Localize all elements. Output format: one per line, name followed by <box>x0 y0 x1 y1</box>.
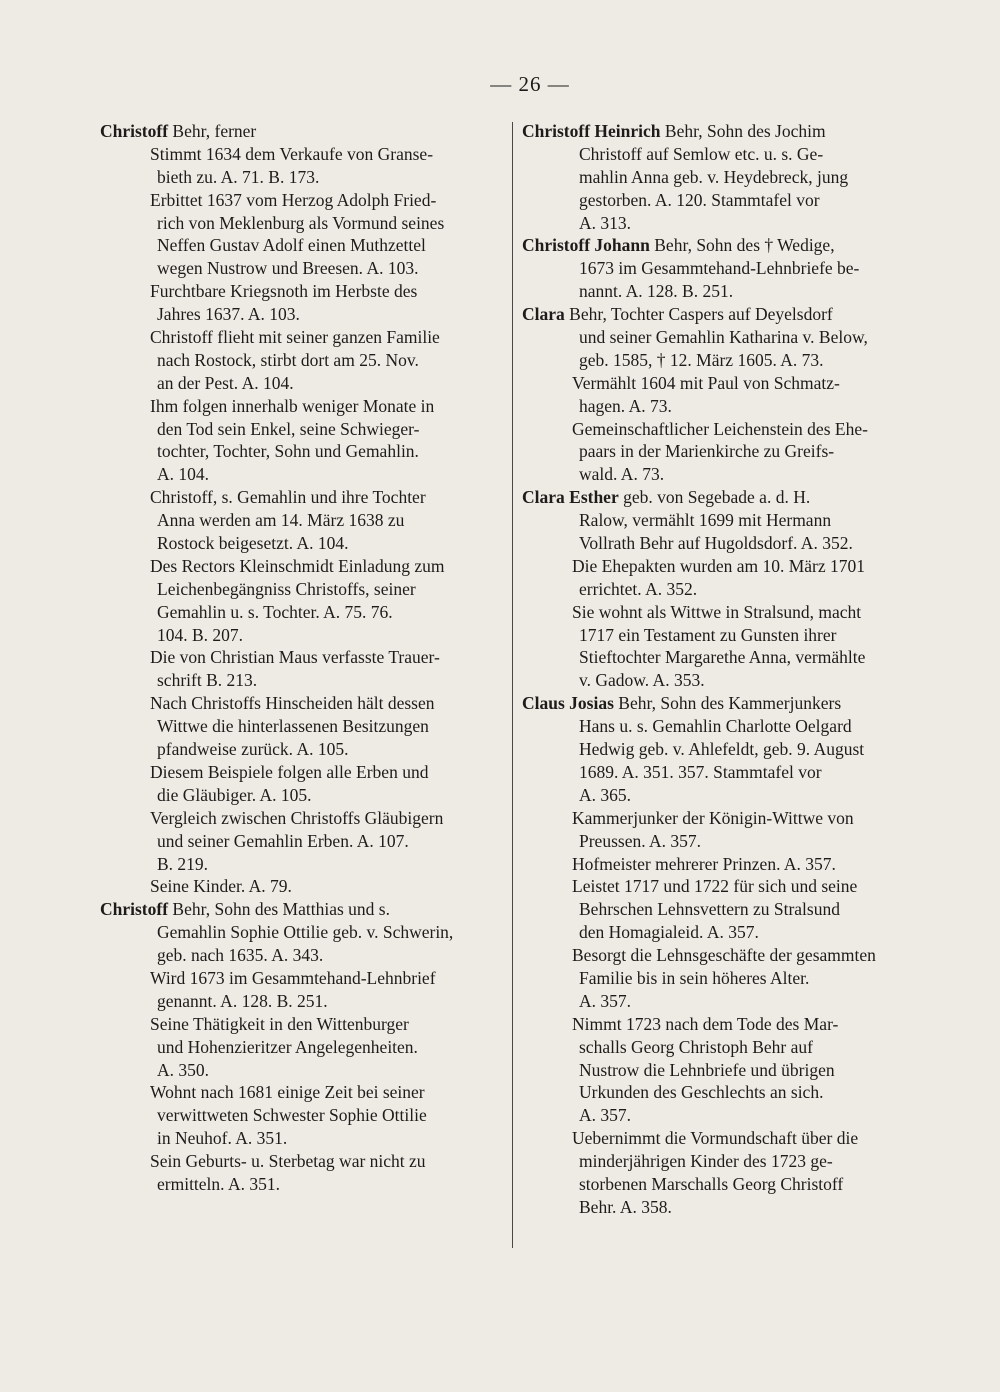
text-line: Die von Christian Maus verfasste Trauer- <box>150 647 440 668</box>
text-line: A. 357. <box>579 990 632 1011</box>
column-divider <box>512 122 513 1248</box>
right-column <box>522 120 942 1219</box>
entry-name: Clara <box>522 304 565 325</box>
text-line: Ihm folgen innerhalb weniger Monate in <box>150 395 435 416</box>
text-line: paars in der Marienkirche zu Greifs- <box>579 441 835 462</box>
text-line: Stieftochter Margarethe Anna, vermählte <box>579 647 866 668</box>
text-line: ermitteln. A. 351. <box>157 1173 280 1194</box>
text-line: mahlin Anna geb. v. Heydebreck, jung <box>579 166 849 187</box>
text-line: A. 350. <box>157 1059 210 1080</box>
text-line: den Homagialeid. A. 357. <box>579 922 759 943</box>
text-line: und seiner Gemahlin Erben. A. 107. <box>157 830 409 851</box>
text-line: pfandweise zurück. A. 105. <box>157 739 349 760</box>
entry-text: Behr, ferner <box>168 121 257 141</box>
text-line: Kammerjunker der Königin-Wittwe von <box>572 807 854 828</box>
text-line: Jahres 1637. A. 103. <box>157 304 300 325</box>
entry-heading-line <box>522 303 942 326</box>
entry-text: Behr, Sohn des Kammerjunkers <box>613 693 842 714</box>
text-line: tochter, Tochter, Sohn und Gemahlin. <box>157 441 419 462</box>
text-line: nach Rostock, stirbt dort am 25. Nov. <box>157 349 419 370</box>
entry-text: Behr, Sohn des † Wedige, <box>649 235 835 256</box>
text-line: Leistet 1717 und 1722 für sich und seine <box>572 876 858 897</box>
text-line: und seiner Gemahlin Katharina v. Below, <box>579 327 868 348</box>
text-line: A. 357. <box>579 1105 632 1126</box>
entry-heading-line <box>100 120 510 143</box>
text-line: Vollrath Behr auf Hugoldsdorf. A. 352. <box>579 533 853 554</box>
text-line: Des Rectors Kleinschmidt Einladung zum <box>150 555 445 576</box>
text-line: Hans u. s. Gemahlin Charlotte Oelgard <box>579 716 852 737</box>
text-line: Die Ehepakten wurden am 10. März 1701 <box>572 555 866 576</box>
text-line: Vergleich zwischen Christoffs Gläubigern <box>150 807 444 828</box>
text-line: Seine Thätigkeit in den Wittenburger <box>150 1013 409 1034</box>
text-line: geb. 1585, † 12. März 1605. A. 73. <box>579 349 824 370</box>
text-line: hagen. A. 73. <box>579 395 672 416</box>
text-line: rich von Meklenburg als Vormund seines <box>157 212 445 233</box>
entry-heading-line <box>100 898 510 921</box>
text-line: Gemeinschaftlicher Leichenstein des Ehe- <box>572 418 868 439</box>
text-line: geb. nach 1635. A. 343. <box>157 945 324 966</box>
text-line: gestorben. A. 120. Stammtafel vor <box>579 189 820 210</box>
text-line: Seine Kinder. A. 79. <box>150 876 292 897</box>
text-line: Wohnt nach 1681 einige Zeit bei seiner <box>150 1082 425 1103</box>
text-line: Wird 1673 im Gesammtehand-Lehnbrief <box>150 967 436 988</box>
text-line: genannt. A. 128. B. 251. <box>157 990 328 1011</box>
text-line: und Hohenzieritzer Angelegenheiten. <box>157 1036 418 1057</box>
page-number: — 26 — <box>490 72 570 96</box>
text-line: Nach Christoffs Hinscheiden hält dessen <box>150 693 435 714</box>
text-line: Diesem Beispiele folgen alle Erben und <box>150 761 429 782</box>
entry-heading-line <box>522 486 942 509</box>
entry-heading-line <box>522 234 942 257</box>
text-line: A. 104. <box>157 464 210 485</box>
text-line: nannt. A. 128. B. 251. <box>579 281 734 302</box>
text-line: Leichenbegängniss Christoffs, seiner <box>157 578 416 599</box>
text-line: B. 219. <box>157 853 209 874</box>
text-line: Stimmt 1634 dem Verkaufe von Granse- <box>150 143 434 164</box>
text-line: in Neuhof. A. 351. <box>157 1128 288 1149</box>
text-line: Sein Geburts- u. Sterbetag war nicht zu <box>150 1151 426 1172</box>
entry-name: Clara Esther <box>522 487 619 508</box>
text-line: 1673 im Gesammtehand-Lehnbriefe be- <box>579 258 860 279</box>
text-line: Familie bis in sein höheres Alter. <box>579 967 810 988</box>
text-line: Rostock beigesetzt. A. 104. <box>157 533 349 554</box>
text-line: Gemahlin u. s. Tochter. A. 75. 76. <box>157 601 393 622</box>
text-line: Uebernimmt die Vormundschaft über die <box>572 1128 859 1149</box>
entry-name: Claus Josias <box>522 693 614 714</box>
text-line: schrift B. 213. <box>157 670 258 691</box>
text-line: an der Pest. A. 104. <box>157 372 294 393</box>
text-line: Gemahlin Sophie Ottilie geb. v. Schwerin, <box>157 922 454 943</box>
text-line: Ralow, vermählt 1699 mit Hermann <box>579 510 832 531</box>
text-line: 1717 ein Testament zu Gunsten ihrer <box>579 624 837 645</box>
text-line: Behrschen Lehnsvettern zu Stralsund <box>579 899 840 920</box>
entry-name: Christoff Johann <box>522 235 650 256</box>
text-line: Christoff flieht mit seiner ganzen Familie <box>150 327 440 348</box>
text-line: Wittwe die hinterlassenen Besitzungen <box>157 716 429 737</box>
text-line: v. Gadow. A. 353. <box>579 670 705 691</box>
text-line: wegen Nustrow und Breesen. A. 103. <box>157 258 419 279</box>
text-line: Nustrow die Lehnbriefe und übrigen <box>579 1059 835 1080</box>
text-line: verwittweten Schwester Sophie Ottilie <box>157 1105 427 1126</box>
text-line: Besorgt die Lehnsgeschäfte der gesammten <box>572 945 876 966</box>
text-line: Anna werden am 14. März 1638 zu <box>157 510 405 531</box>
text-line: Christoff, s. Gemahlin und ihre Tochter <box>150 487 426 508</box>
entry-name: Christoff Heinrich <box>522 121 661 141</box>
left-column <box>100 120 510 1196</box>
entry-text: geb. von Segebade a. d. H. <box>618 487 811 508</box>
text-line: den Tod sein Enkel, seine Schwieger- <box>157 418 420 439</box>
text-line: 104. B. 207. <box>157 624 244 645</box>
text-line: wald. A. 73. <box>579 464 665 485</box>
text-line: A. 365. <box>579 784 632 805</box>
text-line: Nimmt 1723 nach dem Tode des Mar- <box>572 1013 839 1034</box>
text-line: bieth zu. A. 71. B. 173. <box>157 166 320 187</box>
entry-heading-line <box>522 120 942 143</box>
text-line: storbenen Marschalls Georg Christoff <box>579 1173 844 1194</box>
text-line: Furchtbare Kriegsnoth im Herbste des <box>150 281 418 302</box>
text-line: Preussen. A. 357. <box>579 830 702 851</box>
text-line: Neffen Gustav Adolf einen Muthzettel <box>157 235 426 256</box>
entry-heading-line <box>522 692 942 715</box>
text-line: die Gläubiger. A. 105. <box>157 784 312 805</box>
entry-name: Christoff <box>100 121 169 141</box>
text-line: A. 313. <box>579 212 632 233</box>
text-line: Vermählt 1604 mit Paul von Schmatz- <box>572 372 840 393</box>
text-line: Urkunden des Geschlechts an sich. <box>579 1082 824 1103</box>
entry-name: Christoff <box>100 899 169 920</box>
text-line: Erbittet 1637 vom Herzog Adolph Fried- <box>150 189 437 210</box>
text-line: errichtet. A. 352. <box>579 578 698 599</box>
text-line: Hedwig geb. v. Ahlefeldt, geb. 9. August <box>579 739 865 760</box>
text-line: Sie wohnt als Wittwe in Stralsund, macht <box>572 601 862 622</box>
text-line: Behr. A. 358. <box>579 1196 672 1217</box>
text-line: Christoff auf Semlow etc. u. s. Ge- <box>579 143 824 164</box>
entry-text: Behr, Tochter Caspers auf Deyelsdorf <box>564 304 833 325</box>
text-line: 1689. A. 351. 357. Stammtafel vor <box>579 761 822 782</box>
entry-text: Behr, Sohn des Matthias und s. <box>168 899 390 920</box>
text-line: minderjährigen Kinder des 1723 ge- <box>579 1151 833 1172</box>
entry-text: Behr, Sohn des Jochim <box>660 121 826 141</box>
text-line: schalls Georg Christoph Behr auf <box>579 1036 813 1057</box>
text-line: Hofmeister mehrerer Prinzen. A. 357. <box>572 853 836 874</box>
